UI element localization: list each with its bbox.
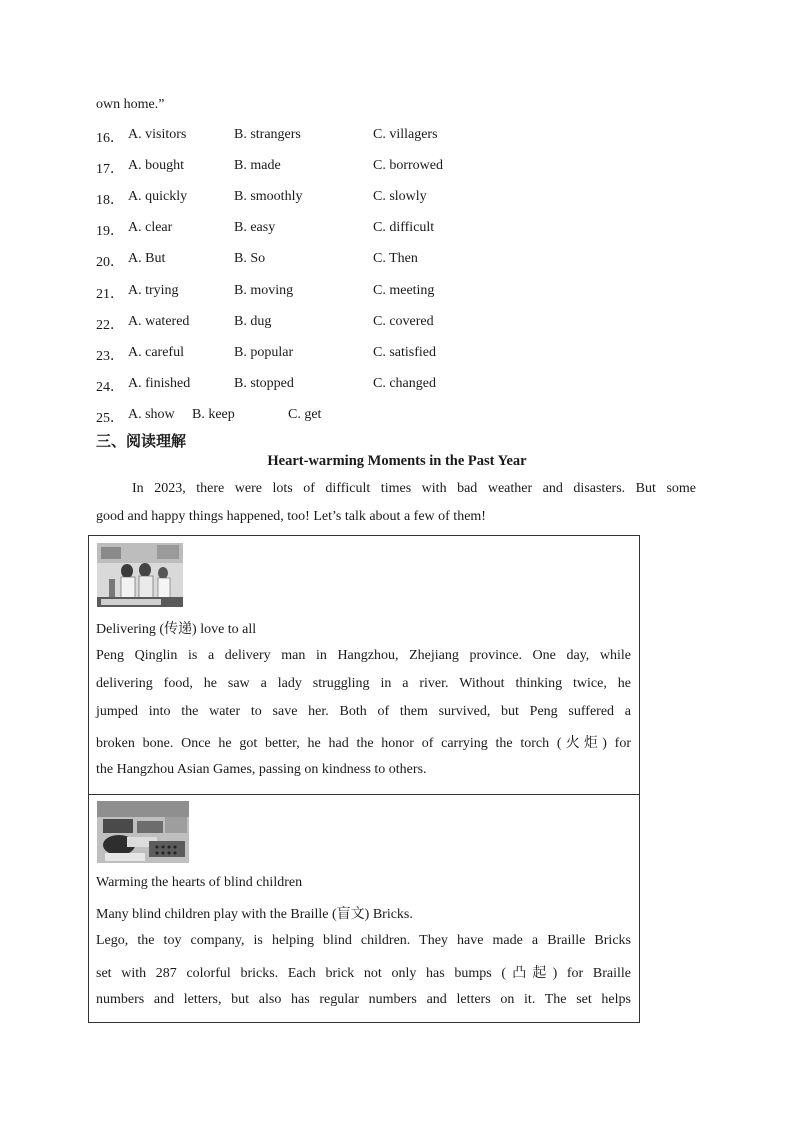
option-c: C. slowly xyxy=(373,189,427,205)
option-b: B. moving xyxy=(234,282,294,298)
question-number: 21． xyxy=(96,286,124,302)
option-c: C. satisfied xyxy=(373,344,436,360)
question-number: 17． xyxy=(96,162,124,178)
option-c: C. changed xyxy=(373,375,436,391)
story1-line-1: Peng Qinglin is a delivery man in Hangzhou, Zhejiang province. One day, while xyxy=(96,648,631,663)
option-b: B. popular xyxy=(234,344,294,360)
option-c: C. covered xyxy=(373,313,434,329)
question-number: 18． xyxy=(96,193,124,209)
torch-relay-photo xyxy=(97,543,183,607)
option-b: B. So xyxy=(234,251,266,267)
section-heading: 三、阅读理解 xyxy=(96,432,187,450)
table-row-divider xyxy=(89,794,639,795)
intro-paragraph-line-2: good and happy things happened, too! Let’s talk about a few of them! xyxy=(96,509,486,524)
question-number: 16． xyxy=(96,131,124,146)
story2-heading: Warming the hearts of blind children xyxy=(96,875,303,890)
story2-subline: Many blind children play with the Braille (盲文) Bricks. xyxy=(96,907,413,922)
option-b: B. made xyxy=(234,158,281,174)
option-b: B. dug xyxy=(234,313,272,329)
story1-line-5: the Hangzhou Asian Games, passing on kindness to others. xyxy=(96,762,427,777)
option-b: B. smoothly xyxy=(234,189,303,205)
option-c: C. get xyxy=(288,406,322,422)
question-number: 19． xyxy=(96,224,124,240)
option-c: C. meeting xyxy=(373,282,435,298)
story1-line-4: broken bone. Once he got better, he had the honor of carrying the torch (火炬) for xyxy=(96,736,631,751)
passage-tail-text: own home.” xyxy=(96,97,165,112)
question-number: 20． xyxy=(96,255,124,271)
article-title: Heart-warming Moments in the Past Year xyxy=(267,453,527,469)
story2-line-1: Lego, the toy company, is helping blind children. They have made a Braille Bricks xyxy=(96,933,631,948)
story2-line-3: numbers and letters, but also has regular numbers and letters on it. The set helps xyxy=(96,992,631,1007)
option-c: C. Then xyxy=(373,251,418,267)
story1-line-3: jumped into the water to save her. Both of them survived, but Peng suffered a xyxy=(96,704,631,719)
story1-heading: Delivering (传递) love to all xyxy=(96,622,257,637)
option-a: A. visitors xyxy=(128,127,187,142)
option-a: A. watered xyxy=(128,313,190,329)
option-b: B. keep xyxy=(192,406,235,422)
option-c: C. borrowed xyxy=(373,158,443,174)
option-a: A. quickly xyxy=(128,189,188,205)
stories-table xyxy=(88,535,640,1023)
braille-bricks-photo xyxy=(97,801,189,863)
option-a: A. But xyxy=(128,251,166,267)
option-a: A. careful xyxy=(128,344,184,360)
option-a: A. finished xyxy=(128,375,191,391)
option-a: A. trying xyxy=(128,282,179,298)
option-b: B. strangers xyxy=(234,127,301,142)
option-a: A. clear xyxy=(128,220,173,236)
intro-paragraph-line-1: In 2023, there were lots of difficult times with bad weather and disasters. But some xyxy=(132,481,696,496)
option-b: B. easy xyxy=(234,220,276,236)
question-number: 25． xyxy=(96,410,124,426)
question-number: 23． xyxy=(96,348,124,364)
story1-line-2: delivering food, he saw a lady struggling in a river. Without thinking twice, he xyxy=(96,676,631,691)
question-number: 24． xyxy=(96,379,124,395)
option-b: B. stopped xyxy=(234,375,294,391)
story2-line-2: set with 287 colorful bricks. Each brick not only has bumps (凸起) for Braille xyxy=(96,966,631,981)
option-a: A. show xyxy=(128,406,175,422)
option-c: C. villagers xyxy=(373,127,438,142)
question-number: 22． xyxy=(96,317,124,333)
option-c: C. difficult xyxy=(373,220,435,236)
option-a: A. bought xyxy=(128,158,184,174)
